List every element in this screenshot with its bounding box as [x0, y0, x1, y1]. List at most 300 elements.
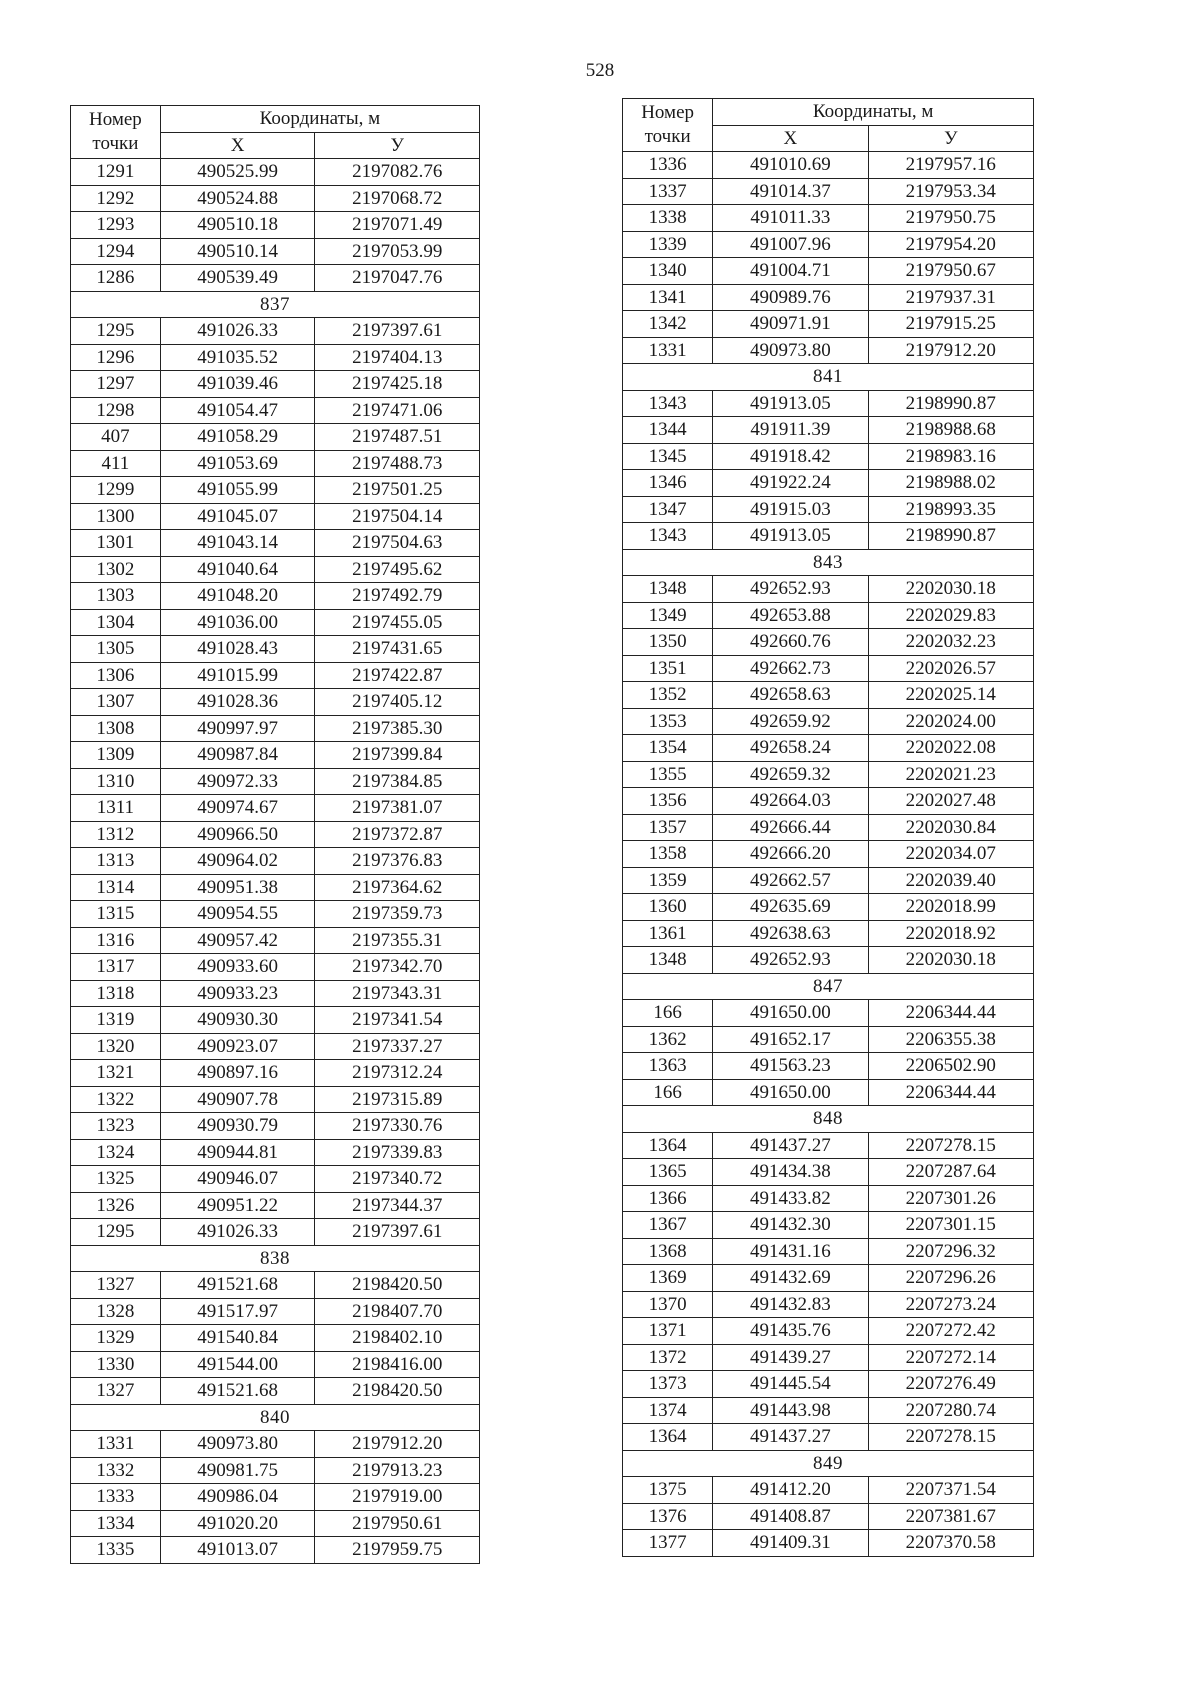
- point-number-cell: 1329: [71, 1325, 161, 1352]
- y-coordinate-cell: 2197053.99: [315, 238, 480, 265]
- table-row: [623, 1185, 1034, 1212]
- table-row: [623, 1132, 1034, 1159]
- y-coordinate-cell: 2207273.24: [868, 1291, 1033, 1318]
- x-coordinate-cell: 491013.07: [160, 1537, 315, 1564]
- y-coordinate-cell: 2197364.62: [315, 874, 480, 901]
- y-coordinate-cell: 2197068.72: [315, 185, 480, 212]
- x-coordinate-cell: 492635.69: [713, 894, 868, 921]
- y-coordinate-cell: 2197915.25: [868, 311, 1033, 338]
- point-number-cell: 1315: [71, 901, 161, 928]
- table-row: [623, 1371, 1034, 1398]
- x-coordinate-cell: 491439.27: [713, 1344, 868, 1371]
- point-number-cell: 1348: [623, 576, 713, 603]
- y-coordinate-cell: 2202029.83: [868, 602, 1033, 629]
- point-number-cell: 411: [71, 450, 161, 477]
- table-row: [71, 768, 480, 795]
- y-header: У: [868, 125, 1033, 152]
- x-coordinate-cell: 490951.22: [160, 1192, 315, 1219]
- point-number-cell: 1334: [71, 1510, 161, 1537]
- point-number-cell: 1360: [623, 894, 713, 921]
- x-coordinate-cell: 491026.33: [160, 318, 315, 345]
- point-number-cell: 1373: [623, 1371, 713, 1398]
- point-number-cell: 1308: [71, 715, 161, 742]
- y-coordinate-cell: 2198983.16: [868, 443, 1033, 470]
- x-coordinate-cell: 491026.33: [160, 1219, 315, 1246]
- x-coordinate-cell: 490930.30: [160, 1007, 315, 1034]
- x-coordinate-cell: 491020.20: [160, 1510, 315, 1537]
- point-number-cell: 1314: [71, 874, 161, 901]
- table-row: [71, 1139, 480, 1166]
- x-coordinate-cell: 492658.63: [713, 682, 868, 709]
- x-coordinate-cell: 491544.00: [160, 1351, 315, 1378]
- x-coordinate-cell: 491035.52: [160, 344, 315, 371]
- x-coordinate-cell: 491040.64: [160, 556, 315, 583]
- point-number-cell: 1341: [623, 284, 713, 311]
- group-header-row: [623, 549, 1034, 576]
- table-row: [71, 397, 480, 424]
- x-coordinate-cell: 490973.80: [713, 337, 868, 364]
- table-row: [71, 795, 480, 822]
- table-row: [71, 1510, 480, 1537]
- table-row: [623, 947, 1034, 974]
- group-header-row: [623, 1106, 1034, 1133]
- y-coordinate-cell: 2206502.90: [868, 1053, 1033, 1080]
- y-coordinate-cell: 2207272.42: [868, 1318, 1033, 1345]
- table-row: [623, 1079, 1034, 1106]
- y-coordinate-cell: 2197957.16: [868, 152, 1033, 179]
- x-coordinate-cell: 492662.73: [713, 655, 868, 682]
- x-coordinate-cell: 490930.79: [160, 1113, 315, 1140]
- point-number-cell: 1321: [71, 1060, 161, 1087]
- y-coordinate-cell: 2197912.20: [868, 337, 1033, 364]
- x-coordinate-cell: 491434.38: [713, 1159, 868, 1186]
- y-coordinate-cell: 2207301.26: [868, 1185, 1033, 1212]
- point-number-cell: 1324: [71, 1139, 161, 1166]
- point-number-header-line1: Номер: [88, 109, 142, 131]
- y-coordinate-cell: 2197082.76: [315, 159, 480, 186]
- x-coordinate-cell: 492662.57: [713, 867, 868, 894]
- point-number-header-line2: точки: [92, 133, 139, 154]
- coordinates-header: Координаты, м: [713, 99, 1034, 126]
- x-coordinate-cell: 491409.31: [713, 1530, 868, 1557]
- y-coordinate-cell: 2207371.54: [868, 1477, 1033, 1504]
- table-row: [71, 1166, 480, 1193]
- x-coordinate-cell: 491048.20: [160, 583, 315, 610]
- x-coordinate-cell: 490989.76: [713, 284, 868, 311]
- point-number-cell: 1295: [71, 318, 161, 345]
- table-row: [623, 655, 1034, 682]
- group-number: 840: [71, 1404, 480, 1431]
- point-number-cell: 1372: [623, 1344, 713, 1371]
- x-coordinate-cell: 492660.76: [713, 629, 868, 656]
- point-number-cell: 1335: [71, 1537, 161, 1564]
- table-row: [71, 424, 480, 451]
- y-coordinate-cell: 2197422.87: [315, 662, 480, 689]
- y-coordinate-cell: 2197912.20: [315, 1431, 480, 1458]
- point-number-cell: 1354: [623, 735, 713, 762]
- table-row: [623, 1053, 1034, 1080]
- x-coordinate-cell: 492638.63: [713, 920, 868, 947]
- y-coordinate-cell: 2202027.48: [868, 788, 1033, 815]
- point-number-cell: 1361: [623, 920, 713, 947]
- x-coordinate-cell: 490510.18: [160, 212, 315, 239]
- x-coordinate-cell: 492658.24: [713, 735, 868, 762]
- table-row: [623, 284, 1034, 311]
- x-coordinate-cell: 491039.46: [160, 371, 315, 398]
- y-coordinate-cell: 2197405.12: [315, 689, 480, 716]
- group-number: 849: [623, 1450, 1034, 1477]
- table-row: [71, 715, 480, 742]
- y-coordinate-cell: 2197492.79: [315, 583, 480, 610]
- x-coordinate-cell: 491014.37: [713, 178, 868, 205]
- table-row: [623, 814, 1034, 841]
- y-coordinate-cell: 2197913.23: [315, 1457, 480, 1484]
- point-number-cell: 407: [71, 424, 161, 451]
- group-header-row: [623, 364, 1034, 391]
- point-number-cell: 1331: [623, 337, 713, 364]
- table-row: [623, 417, 1034, 444]
- x-coordinate-cell: 491437.27: [713, 1132, 868, 1159]
- table-row: [623, 1344, 1034, 1371]
- point-number-cell: 1295: [71, 1219, 161, 1246]
- y-coordinate-cell: 2197315.89: [315, 1086, 480, 1113]
- x-coordinate-cell: 492666.44: [713, 814, 868, 841]
- y-coordinate-cell: 2207278.15: [868, 1132, 1033, 1159]
- table-row: [71, 1033, 480, 1060]
- y-coordinate-cell: 2202032.23: [868, 629, 1033, 656]
- x-coordinate-cell: 492666.20: [713, 841, 868, 868]
- point-number-cell: 166: [623, 1000, 713, 1027]
- point-number-cell: 1326: [71, 1192, 161, 1219]
- x-coordinate-cell: 491053.69: [160, 450, 315, 477]
- y-coordinate-cell: 2197937.31: [868, 284, 1033, 311]
- point-number-cell: 1369: [623, 1265, 713, 1292]
- point-number-cell: 1323: [71, 1113, 161, 1140]
- table-row: [623, 602, 1034, 629]
- table-row: [623, 735, 1034, 762]
- x-coordinate-cell: 490971.91: [713, 311, 868, 338]
- x-coordinate-cell: 490972.33: [160, 768, 315, 795]
- x-coordinate-cell: 491433.82: [713, 1185, 868, 1212]
- y-coordinate-cell: 2198988.68: [868, 417, 1033, 444]
- y-coordinate-cell: 2198402.10: [315, 1325, 480, 1352]
- y-coordinate-cell: 2207280.74: [868, 1397, 1033, 1424]
- table-row: [71, 901, 480, 928]
- point-number-cell: 1343: [623, 523, 713, 550]
- group-header-row: [623, 973, 1034, 1000]
- x-coordinate-cell: 490946.07: [160, 1166, 315, 1193]
- table-row: [71, 530, 480, 557]
- table-row: [623, 708, 1034, 735]
- table-row: [71, 742, 480, 769]
- y-coordinate-cell: 2197488.73: [315, 450, 480, 477]
- x-coordinate-cell: 490973.80: [160, 1431, 315, 1458]
- x-coordinate-cell: 491007.96: [713, 231, 868, 258]
- table-row: [623, 337, 1034, 364]
- table-row: [71, 477, 480, 504]
- table-row: [71, 159, 480, 186]
- x-coordinate-cell: 492652.93: [713, 576, 868, 603]
- table-row: [71, 662, 480, 689]
- y-coordinate-cell: 2202018.92: [868, 920, 1033, 947]
- point-number-cell: 1328: [71, 1298, 161, 1325]
- point-number-cell: 1347: [623, 496, 713, 523]
- coordinates-table-left: [70, 105, 480, 1564]
- y-coordinate-cell: 2197342.70: [315, 954, 480, 981]
- point-number-cell: 1366: [623, 1185, 713, 1212]
- table-row: [623, 920, 1034, 947]
- point-number-cell: 1375: [623, 1477, 713, 1504]
- x-coordinate-cell: 491432.83: [713, 1291, 868, 1318]
- x-coordinate-cell: 491028.36: [160, 689, 315, 716]
- table-row: [71, 212, 480, 239]
- x-coordinate-cell: 492659.32: [713, 761, 868, 788]
- x-coordinate-cell: 490524.88: [160, 185, 315, 212]
- x-coordinate-cell: 491445.54: [713, 1371, 868, 1398]
- table-row: [71, 450, 480, 477]
- x-coordinate-cell: 491913.05: [713, 523, 868, 550]
- table-row: [623, 1397, 1034, 1424]
- y-coordinate-cell: 2197959.75: [315, 1537, 480, 1564]
- point-number-cell: 1345: [623, 443, 713, 470]
- point-number-cell: 1336: [623, 152, 713, 179]
- y-coordinate-cell: 2202030.18: [868, 947, 1033, 974]
- table-row: [71, 583, 480, 610]
- x-coordinate-cell: 490897.16: [160, 1060, 315, 1087]
- point-number-cell: 1317: [71, 954, 161, 981]
- y-coordinate-cell: 2202030.18: [868, 576, 1033, 603]
- y-coordinate-cell: 2202025.14: [868, 682, 1033, 709]
- table-row: [71, 874, 480, 901]
- point-number-cell: 1349: [623, 602, 713, 629]
- x-coordinate-cell: 491036.00: [160, 609, 315, 636]
- point-number-header-line1: Номер: [641, 102, 695, 124]
- x-coordinate-cell: 490954.55: [160, 901, 315, 928]
- point-number-cell: 1291: [71, 159, 161, 186]
- x-header: X: [713, 125, 868, 152]
- table-row: [623, 1477, 1034, 1504]
- x-coordinate-cell: 491521.68: [160, 1272, 315, 1299]
- point-number-cell: 1313: [71, 848, 161, 875]
- x-coordinate-cell: 490951.38: [160, 874, 315, 901]
- y-coordinate-cell: 2197343.31: [315, 980, 480, 1007]
- point-number-cell: 1305: [71, 636, 161, 663]
- table-row: [71, 1086, 480, 1113]
- x-coordinate-cell: 491540.84: [160, 1325, 315, 1352]
- y-coordinate-cell: 2197384.85: [315, 768, 480, 795]
- y-coordinate-cell: 2197381.07: [315, 795, 480, 822]
- y-coordinate-cell: 2197504.14: [315, 503, 480, 530]
- table-row: [623, 205, 1034, 232]
- table-row: [71, 503, 480, 530]
- y-coordinate-cell: 2207272.14: [868, 1344, 1033, 1371]
- table-row: [623, 867, 1034, 894]
- y-coordinate-cell: 2197385.30: [315, 715, 480, 742]
- y-coordinate-cell: 2198988.02: [868, 470, 1033, 497]
- group-header-row: [623, 1450, 1034, 1477]
- table-row: [71, 1007, 480, 1034]
- y-coordinate-cell: 2207287.64: [868, 1159, 1033, 1186]
- point-number-cell: 1338: [623, 205, 713, 232]
- y-coordinate-cell: 2198420.50: [315, 1378, 480, 1405]
- y-coordinate-cell: 2197495.62: [315, 556, 480, 583]
- point-number-cell: 1364: [623, 1132, 713, 1159]
- group-number: 841: [623, 364, 1034, 391]
- x-coordinate-cell: 491408.87: [713, 1503, 868, 1530]
- table-row: [71, 848, 480, 875]
- point-number-cell: 1362: [623, 1026, 713, 1053]
- point-number-cell: 1292: [71, 185, 161, 212]
- table-row: [71, 821, 480, 848]
- point-number-header: [71, 106, 161, 159]
- x-coordinate-cell: 491911.39: [713, 417, 868, 444]
- table-row: [71, 980, 480, 1007]
- point-number-cell: 1351: [623, 655, 713, 682]
- point-number-cell: 1304: [71, 609, 161, 636]
- y-coordinate-cell: 2197425.18: [315, 371, 480, 398]
- x-coordinate-cell: 490986.04: [160, 1484, 315, 1511]
- x-coordinate-cell: 491435.76: [713, 1318, 868, 1345]
- x-coordinate-cell: 492664.03: [713, 788, 868, 815]
- point-number-cell: 1358: [623, 841, 713, 868]
- point-number-cell: 1322: [71, 1086, 161, 1113]
- point-number-cell: 1376: [623, 1503, 713, 1530]
- y-coordinate-cell: 2207276.49: [868, 1371, 1033, 1398]
- y-coordinate-cell: 2197340.72: [315, 1166, 480, 1193]
- point-number-cell: 1357: [623, 814, 713, 841]
- x-coordinate-cell: 490525.99: [160, 159, 315, 186]
- group-number: 838: [71, 1245, 480, 1272]
- y-coordinate-cell: 2197330.76: [315, 1113, 480, 1140]
- point-number-cell: 1309: [71, 742, 161, 769]
- point-number-cell: 1303: [71, 583, 161, 610]
- point-number-cell: 1359: [623, 867, 713, 894]
- point-number-cell: 1353: [623, 708, 713, 735]
- x-coordinate-cell: 490957.42: [160, 927, 315, 954]
- x-coordinate-cell: 491922.24: [713, 470, 868, 497]
- table-row: [623, 1238, 1034, 1265]
- table-row: [71, 318, 480, 345]
- table-row: [71, 954, 480, 981]
- x-coordinate-cell: 491913.05: [713, 390, 868, 417]
- point-number-cell: 1350: [623, 629, 713, 656]
- table-row: [71, 1457, 480, 1484]
- point-number-cell: 1318: [71, 980, 161, 1007]
- y-coordinate-cell: 2207278.15: [868, 1424, 1033, 1451]
- table-row: [71, 1192, 480, 1219]
- table-row: [71, 1219, 480, 1246]
- y-coordinate-cell: 2198416.00: [315, 1351, 480, 1378]
- table-row: [623, 1291, 1034, 1318]
- x-coordinate-cell: 491045.07: [160, 503, 315, 530]
- table-row: [623, 1000, 1034, 1027]
- x-coordinate-cell: 492659.92: [713, 708, 868, 735]
- point-number-cell: 1307: [71, 689, 161, 716]
- point-number-cell: 1371: [623, 1318, 713, 1345]
- x-coordinate-cell: 490987.84: [160, 742, 315, 769]
- table-row: [71, 344, 480, 371]
- x-coordinate-cell: 491652.17: [713, 1026, 868, 1053]
- y-coordinate-cell: 2197344.37: [315, 1192, 480, 1219]
- point-number-cell: 1333: [71, 1484, 161, 1511]
- x-coordinate-cell: 491437.27: [713, 1424, 868, 1451]
- point-number-cell: 1343: [623, 390, 713, 417]
- x-coordinate-cell: 490907.78: [160, 1086, 315, 1113]
- table-row: [623, 390, 1034, 417]
- y-coordinate-cell: 2202024.00: [868, 708, 1033, 735]
- point-number-cell: 1325: [71, 1166, 161, 1193]
- point-number-cell: 1301: [71, 530, 161, 557]
- x-coordinate-cell: 490964.02: [160, 848, 315, 875]
- y-coordinate-cell: 2202039.40: [868, 867, 1033, 894]
- table-row: [623, 152, 1034, 179]
- point-number-header: [623, 99, 713, 152]
- x-coordinate-cell: 490944.81: [160, 1139, 315, 1166]
- table-row: [71, 185, 480, 212]
- point-number-cell: 1296: [71, 344, 161, 371]
- table-row: [71, 1378, 480, 1405]
- y-coordinate-cell: 2197355.31: [315, 927, 480, 954]
- y-coordinate-cell: 2198420.50: [315, 1272, 480, 1299]
- y-coordinate-cell: 2197339.83: [315, 1139, 480, 1166]
- y-coordinate-cell: 2206355.38: [868, 1026, 1033, 1053]
- y-coordinate-cell: 2197341.54: [315, 1007, 480, 1034]
- x-coordinate-cell: 491650.00: [713, 1079, 868, 1106]
- x-coordinate-cell: 490997.97: [160, 715, 315, 742]
- point-number-cell: 1311: [71, 795, 161, 822]
- table-row: [623, 231, 1034, 258]
- y-coordinate-cell: 2197376.83: [315, 848, 480, 875]
- table-row: [71, 1272, 480, 1299]
- x-coordinate-cell: 491443.98: [713, 1397, 868, 1424]
- y-coordinate-cell: 2197950.67: [868, 258, 1033, 285]
- point-number-cell: 1331: [71, 1431, 161, 1458]
- y-coordinate-cell: 2197950.75: [868, 205, 1033, 232]
- x-coordinate-cell: 492652.93: [713, 947, 868, 974]
- group-header-row: [71, 1245, 480, 1272]
- x-coordinate-cell: 490981.75: [160, 1457, 315, 1484]
- point-number-cell: 1310: [71, 768, 161, 795]
- table-row: [71, 689, 480, 716]
- table-row: [623, 788, 1034, 815]
- x-coordinate-cell: 491432.30: [713, 1212, 868, 1239]
- y-coordinate-cell: 2197312.24: [315, 1060, 480, 1087]
- x-header: X: [160, 132, 315, 159]
- x-coordinate-cell: 492653.88: [713, 602, 868, 629]
- x-coordinate-cell: 491010.69: [713, 152, 868, 179]
- point-number-cell: 1327: [71, 1272, 161, 1299]
- y-coordinate-cell: 2197359.73: [315, 901, 480, 928]
- x-coordinate-cell: 491915.03: [713, 496, 868, 523]
- x-coordinate-cell: 491412.20: [713, 1477, 868, 1504]
- table-row: [623, 841, 1034, 868]
- point-number-cell: 1330: [71, 1351, 161, 1378]
- point-number-cell: 1377: [623, 1530, 713, 1557]
- point-number-cell: 1312: [71, 821, 161, 848]
- point-number-cell: 1364: [623, 1424, 713, 1451]
- table-row: [623, 470, 1034, 497]
- table-row: [623, 1265, 1034, 1292]
- group-number: 843: [623, 549, 1034, 576]
- y-coordinate-cell: 2197471.06: [315, 397, 480, 424]
- point-number-cell: 1346: [623, 470, 713, 497]
- table-row: [71, 1060, 480, 1087]
- x-coordinate-cell: 491918.42: [713, 443, 868, 470]
- y-coordinate-cell: 2197487.51: [315, 424, 480, 451]
- point-number-cell: 1344: [623, 417, 713, 444]
- point-number-cell: 1299: [71, 477, 161, 504]
- point-number-cell: 1319: [71, 1007, 161, 1034]
